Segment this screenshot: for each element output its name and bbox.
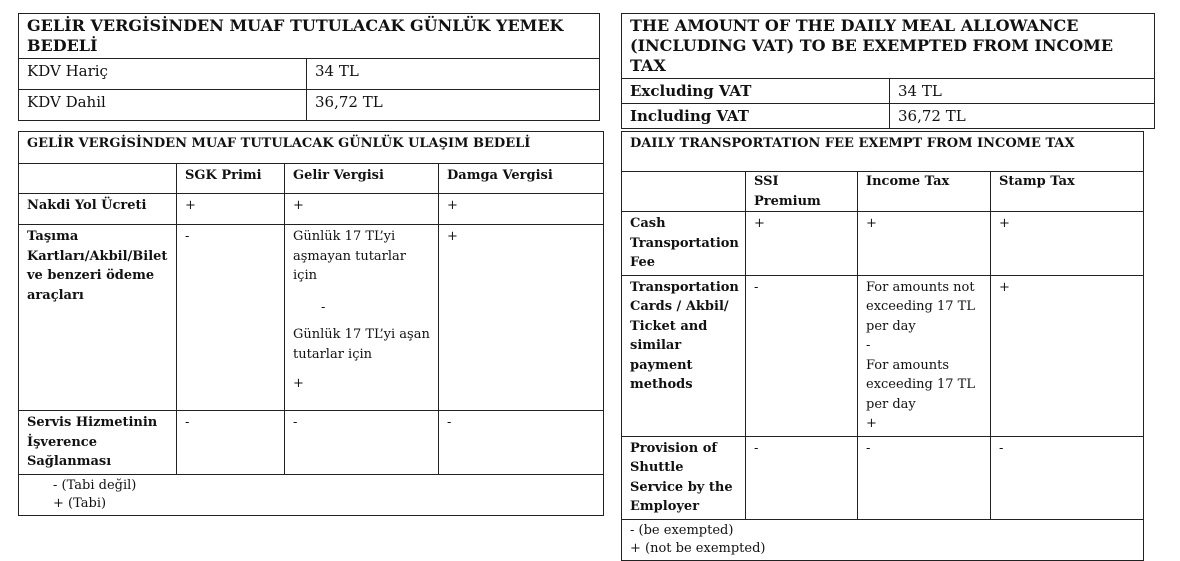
meal-table-title-tr: GELİR VERGİSİNDEN MUAF TUTULACAK GÜNLÜK YEMEK BEDELİ bbox=[19, 14, 600, 59]
gelir-note-a-value: - bbox=[321, 299, 326, 315]
cell-value: + bbox=[439, 225, 604, 411]
cell-value: + bbox=[177, 194, 285, 225]
transport-fee-table-tr bbox=[18, 131, 604, 516]
meal-allowance-table-en bbox=[621, 13, 1155, 129]
cell-value: - bbox=[285, 411, 439, 475]
row-label-cash: Nakdi Yol Ücreti bbox=[19, 194, 177, 225]
meal-table-title-en: THE AMOUNT OF THE DAILY MEAL ALLOWANCE (INCLUDING VAT) TO BE EXEMPTED FROM INCOME TAX bbox=[622, 14, 1155, 79]
legend-item: + (not be exempted) bbox=[630, 540, 766, 556]
meal-row-label: Excluding VAT bbox=[622, 79, 890, 104]
row-label-cards: Transportation Cards / Akbil/ Ticket and similar payment methods bbox=[622, 275, 746, 436]
gelir-note-b: Günlük 17 TL’yi aşan tutarlar için bbox=[293, 327, 430, 362]
gelir-note-b-value: + bbox=[293, 376, 304, 391]
legend-item: - (be exempted) bbox=[630, 522, 734, 538]
header-gelir: Gelir Vergisi bbox=[285, 164, 439, 194]
header-empty-cell bbox=[622, 172, 746, 212]
cell-value: + bbox=[858, 212, 991, 276]
cell-value: - bbox=[746, 275, 858, 436]
row-label-cards: Taşıma Kartları/Akbil/Bilet ve benzeri ödeme araçları bbox=[19, 225, 177, 411]
meal-allowance-table-tr bbox=[18, 13, 600, 121]
income-note-a-value: - bbox=[866, 338, 871, 353]
transport-table-title-en: DAILY TRANSPORTATION FEE EXEMPT FROM INCOME TAX bbox=[622, 132, 1144, 172]
gelir-note-a: Günlük 17 TL’yi aşmayan tutarlar için bbox=[293, 229, 407, 283]
cell-value: + bbox=[746, 212, 858, 276]
legend-item: - (Tabi değil) bbox=[53, 477, 137, 493]
cell-value: - bbox=[177, 411, 285, 475]
meal-row-value: 36,72 TL bbox=[890, 104, 1155, 129]
meal-row-label: KDV Dahil bbox=[19, 90, 307, 121]
header-stamp: Stamp Tax bbox=[991, 172, 1144, 212]
meal-row-value: 34 TL bbox=[890, 79, 1155, 104]
row-label-shuttle: Servis Hizmetinin İşverence Sağlanması bbox=[19, 411, 177, 475]
row-label-shuttle: Provision of Shuttle Service by the Employer bbox=[622, 436, 746, 519]
cell-income-split bbox=[858, 275, 991, 436]
cell-value: - bbox=[991, 436, 1144, 519]
legend bbox=[19, 474, 604, 515]
cell-gelir-split bbox=[285, 225, 439, 411]
income-note-a: For amounts not exceeding 17 TL per day bbox=[866, 279, 975, 334]
transport-table-title-tr: GELİR VERGİSİNDEN MUAF TUTULACAK GÜNLÜK ULAŞIM BEDELİ bbox=[19, 132, 604, 164]
legend bbox=[622, 519, 1144, 560]
cell-value: - bbox=[439, 411, 604, 475]
cell-value: - bbox=[858, 436, 991, 519]
header-damga: Damga Vergisi bbox=[439, 164, 604, 194]
cell-value: + bbox=[439, 194, 604, 225]
cell-value: - bbox=[177, 225, 285, 411]
transport-fee-table-en bbox=[621, 131, 1144, 561]
meal-row-label: Including VAT bbox=[622, 104, 890, 129]
cell-value: + bbox=[991, 212, 1144, 276]
meal-row-label: KDV Hariç bbox=[19, 59, 307, 90]
meal-row-value: 36,72 TL bbox=[307, 90, 600, 121]
income-note-b: For amounts exceeding 17 TL per day bbox=[866, 357, 975, 412]
legend-item: + (Tabi) bbox=[53, 495, 107, 511]
header-income: Income Tax bbox=[858, 172, 991, 212]
header-sgk: SGK Primi bbox=[177, 164, 285, 194]
header-ssi: SSI Premium bbox=[746, 172, 858, 212]
cell-value: - bbox=[746, 436, 858, 519]
cell-value: + bbox=[285, 194, 439, 225]
income-note-b-value: + bbox=[866, 416, 877, 431]
meal-row-value: 34 TL bbox=[307, 59, 600, 90]
row-label-cash: Cash Transportation Fee bbox=[622, 212, 746, 276]
cell-value: + bbox=[991, 275, 1144, 436]
header-empty-cell bbox=[19, 164, 177, 194]
